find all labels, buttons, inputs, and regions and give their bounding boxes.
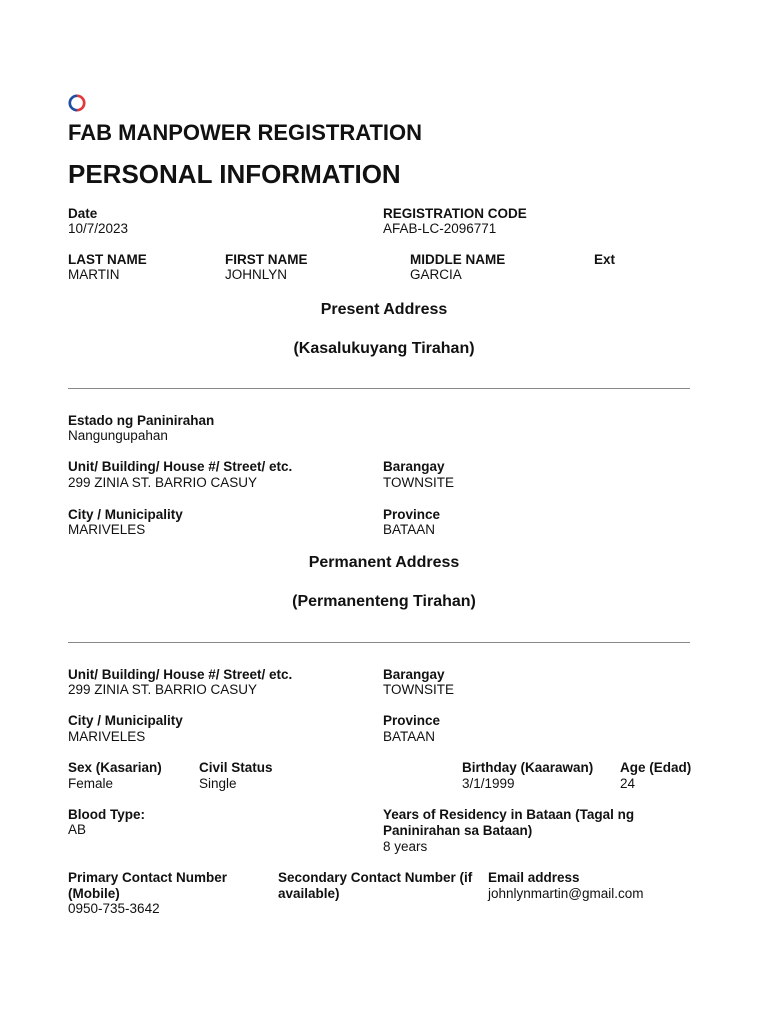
present-province-value: BATAAN [383, 522, 436, 537]
residency-label: Years of Residency in Bataan (Tagal ng Paninirahan sa Bataan) [383, 807, 635, 838]
permanent-province-label: Province [383, 713, 441, 728]
permanent-barangay-label: Barangay [383, 667, 445, 682]
first-name-label: FIRST NAME [225, 252, 308, 267]
residency-value: 8 years [383, 839, 428, 854]
permanent-city-value: MARIVELES [68, 729, 146, 744]
present-city-value: MARIVELES [68, 522, 146, 537]
residence-status-label: Estado ng Paninirahan [68, 413, 215, 428]
present-address-heading-local: (Kasalukuyang Tirahan) [293, 340, 475, 357]
present-province-label: Province [383, 507, 441, 522]
present-street-label: Unit/ Building/ House #/ Street/ etc. [68, 459, 293, 474]
form-title: FAB MANPOWER REGISTRATION [68, 120, 423, 145]
age-value: 24 [620, 776, 636, 791]
ext-label: Ext [594, 252, 616, 267]
birthday-value: 3/1/1999 [462, 776, 515, 791]
present-barangay-value: TOWNSITE [383, 475, 455, 490]
date-value: 10/7/2023 [68, 221, 129, 236]
permanent-address-heading: Permanent Address [308, 554, 460, 571]
blood-type-label: Blood Type: [68, 807, 145, 822]
permanent-street-value: 299 ZINIA ST. BARRIO CASUY [68, 682, 258, 697]
sex-label: Sex (Kasarian) [68, 760, 162, 775]
secondary-contact-label: Secondary Contact Number (if available) [278, 870, 473, 901]
middle-name-value: GARCIA [410, 267, 462, 282]
permanent-street-label: Unit/ Building/ House #/ Street/ etc. [68, 667, 293, 682]
last-name-value: MARTIN [68, 267, 120, 282]
fab-logo-icon [68, 94, 86, 112]
present-street-value: 299 ZINIA ST. BARRIO CASUY [68, 475, 258, 490]
age-label: Age (Edad) [620, 760, 692, 775]
permanent-city-label: City / Municipality [68, 713, 183, 728]
page-title: PERSONAL INFORMATION [68, 159, 401, 189]
residence-status-value: Nangungupahan [68, 428, 168, 443]
present-barangay-label: Barangay [383, 459, 445, 474]
permanent-address-divider [68, 642, 690, 643]
civil-status-value: Single [199, 776, 237, 791]
primary-contact-label: Primary Contact Number (Mobile) [68, 870, 228, 901]
permanent-barangay-value: TOWNSITE [383, 682, 455, 697]
permanent-province-value: BATAAN [383, 729, 436, 744]
primary-contact-value: 0950-735-3642 [68, 901, 160, 916]
email-value: johnlynmartin@gmail.com [488, 886, 644, 901]
registration-code-value: AFAB-LC-2096771 [383, 221, 497, 236]
last-name-label: LAST NAME [68, 252, 147, 267]
blood-type-value: AB [68, 822, 87, 837]
permanent-address-heading-local: (Permanenteng Tirahan) [292, 593, 476, 610]
middle-name-label: MIDDLE NAME [410, 252, 506, 267]
present-address-heading: Present Address [320, 301, 448, 318]
present-city-label: City / Municipality [68, 507, 183, 522]
first-name-value: JOHNLYN [225, 267, 288, 282]
birthday-label: Birthday (Kaarawan) [462, 760, 594, 775]
email-label: Email address [488, 870, 580, 885]
registration-code-label: REGISTRATION CODE [383, 206, 527, 221]
civil-status-label: Civil Status [199, 760, 273, 775]
present-address-divider [68, 388, 690, 389]
sex-value: Female [68, 776, 114, 791]
date-label: Date [68, 206, 98, 221]
